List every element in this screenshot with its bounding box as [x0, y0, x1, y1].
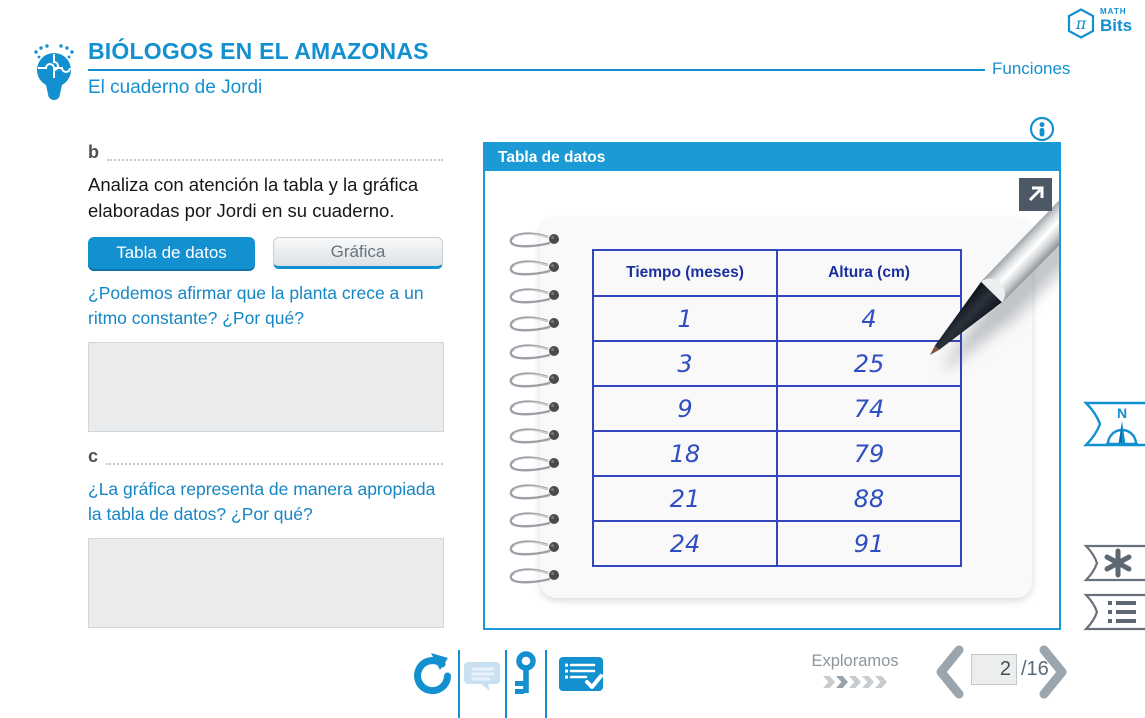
- data-table: [592, 249, 962, 567]
- expand-button[interactable]: [1019, 178, 1052, 211]
- cell-altura: 91: [777, 521, 961, 566]
- cell-tiempo: 24: [593, 521, 777, 566]
- progress-chevron: [823, 676, 835, 688]
- section-c-heading: [88, 447, 443, 465]
- cell-tiempo: 18: [593, 431, 777, 476]
- next-page-chevron[interactable]: [1038, 645, 1070, 699]
- table-row: [593, 386, 961, 431]
- open-fullscreen-arrow-icon: [1019, 178, 1052, 211]
- dotted-rule: [106, 449, 443, 465]
- notebook: [540, 218, 1032, 598]
- svg-text:π: π: [1075, 14, 1087, 33]
- table-row: [593, 341, 961, 386]
- asterisk-tab[interactable]: [1082, 544, 1145, 582]
- prev-page-chevron[interactable]: [933, 645, 965, 699]
- question-b: ¿Podemos afirmar que la planta crece a un ritmo constante? ¿Por qué?: [88, 283, 424, 328]
- column-header-tiempo: Tiempo (meses): [593, 250, 777, 296]
- spiral-binding: [508, 232, 566, 588]
- page-subtitle: El cuaderno de Jordi: [88, 77, 263, 98]
- cell-altura: 79: [777, 431, 961, 476]
- pi-hexagon-icon: [1066, 8, 1096, 40]
- brand-math-label: MATH: [1100, 7, 1127, 16]
- table-row: [593, 431, 961, 476]
- section-b-letter: b: [88, 142, 99, 162]
- list-tab[interactable]: [1082, 593, 1145, 631]
- section-b-instruction: Analiza con atención la tabla y la gráfica elaboradas por Jordi en su cuaderno.: [88, 174, 419, 222]
- question-c: ¿La gráfica representa de manera apropiada la tabla de datos? ¿Por qué?: [88, 479, 436, 524]
- checklist-icon[interactable]: [558, 656, 604, 694]
- page-title: BIÓLOGOS EN EL AMAZONAS: [88, 38, 429, 64]
- info-person-icon[interactable]: [1029, 116, 1055, 142]
- data-panel: [483, 142, 1061, 630]
- cell-tiempo: 21: [593, 476, 777, 521]
- brand-bits-label: Bits: [1100, 16, 1133, 35]
- cell-altura: 25: [777, 341, 961, 386]
- stage-progress: [823, 676, 888, 688]
- compass-tab[interactable]: [1082, 401, 1145, 447]
- cell-altura: 4: [777, 296, 961, 341]
- progress-chevron: [849, 676, 861, 688]
- dotted-rule: [107, 145, 443, 161]
- table-header-row: [593, 250, 961, 296]
- progress-chevron-active: [836, 676, 848, 688]
- answer-input-c[interactable]: [88, 538, 444, 628]
- toolbar-divider: [545, 650, 547, 718]
- mathbits-logo: [1066, 8, 1132, 40]
- table-row: [593, 476, 961, 521]
- section-c-letter: c: [88, 446, 99, 466]
- answer-input-b[interactable]: [88, 342, 444, 432]
- tab-tabla-de-datos[interactable]: Tabla de datos: [88, 237, 255, 269]
- stage-label: Exploramos: [811, 652, 899, 670]
- progress-chevron: [875, 676, 887, 688]
- table-row: [593, 296, 961, 341]
- page-number-input[interactable]: [971, 654, 1017, 685]
- page-total-label: /16: [1021, 658, 1049, 680]
- key-icon[interactable]: [510, 651, 540, 697]
- tab-grafica[interactable]: Gráfica: [273, 237, 443, 269]
- reset-icon[interactable]: [411, 651, 455, 697]
- cell-tiempo: 1: [593, 296, 777, 341]
- table-row: [593, 521, 961, 566]
- title-rule: [88, 69, 985, 71]
- topic-label: Funciones: [992, 59, 1071, 78]
- progress-chevron: [862, 676, 874, 688]
- toolbar-divider: [458, 650, 460, 718]
- cell-tiempo: 9: [593, 386, 777, 431]
- cell-altura: 88: [777, 476, 961, 521]
- chat-bubble-icon[interactable]: [464, 656, 502, 694]
- cell-tiempo: 3: [593, 341, 777, 386]
- cell-altura: 74: [777, 386, 961, 431]
- data-panel-title: Tabla de datos: [485, 144, 1059, 171]
- svg-text:N: N: [1116, 405, 1128, 421]
- lightbulb-puzzle-icon: [26, 40, 82, 100]
- section-b-heading: [88, 143, 443, 161]
- column-header-altura: Altura (cm): [777, 250, 961, 296]
- toolbar-divider: [505, 650, 507, 718]
